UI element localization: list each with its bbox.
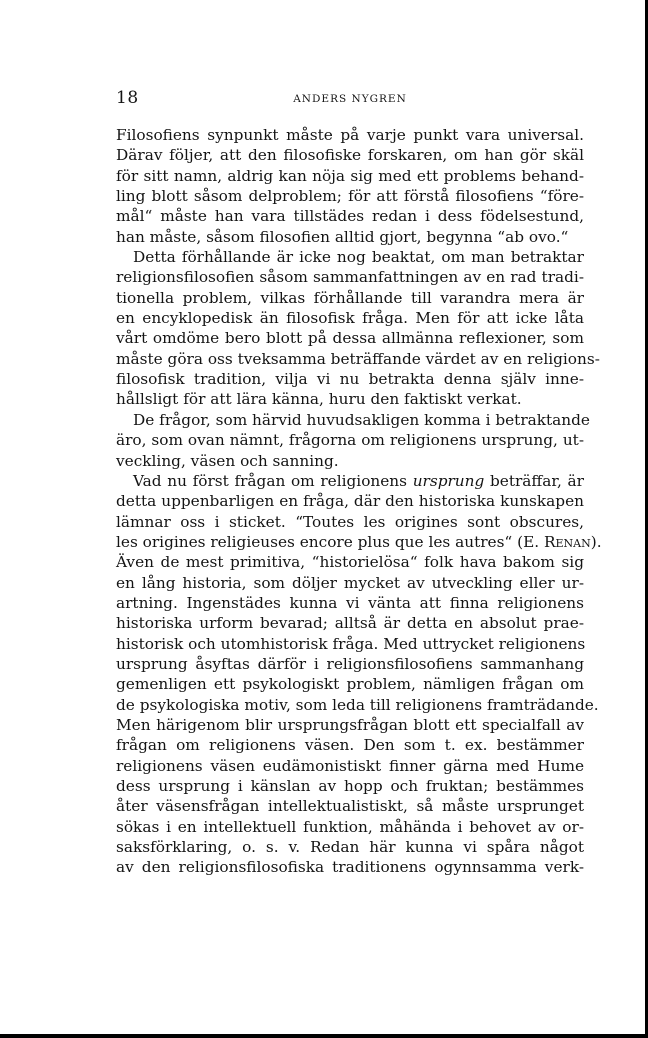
running-head: ANDERS NYGREN <box>293 93 407 105</box>
text-line: han måste, såsom filosofien alltid gjort, begynna “ab ovo.“ <box>116 227 569 246</box>
text-line: Men härigenom blir ursprungsfrågan blott ett specialfall av <box>116 715 584 734</box>
page-edge-bottom <box>0 1034 648 1038</box>
text-line: les origines religieuses encore plus que les autres“ (E. Renan). <box>116 532 602 551</box>
text-line: detta uppenbarligen en fråga, där den historiska kunskapen <box>116 492 584 511</box>
text-line: sökas i en intellektuell funktion, måhända i behovet av or- <box>116 817 584 836</box>
text-line: filosofisk tradition, vilja vi nu betrakta denna själv inne- <box>116 370 584 389</box>
text-line: mål“ måste han vara tillstädes redan i dess födelsestund, <box>116 207 584 226</box>
text-line: hållsligt för att lära känna, huru den faktiskt verkat. <box>116 390 522 409</box>
text-line: en lång historia, som döljer mycket av utveckling eller ur- <box>116 573 584 592</box>
text-line: Vad nu först frågan om religionens ursprung beträffar, är <box>133 471 584 490</box>
body-text <box>116 125 602 878</box>
text-line: ling blott såsom delproblem; för att förstå filosofiens “före- <box>116 187 584 206</box>
text-line: Även de mest primitiva, “historielösa“ folk hava bakom sig <box>116 553 584 572</box>
text-line: äro, som ovan nämnt, frågorna om religionens ursprung, ut- <box>116 431 584 450</box>
text-line: måste göra oss tveksamma beträffande värdet av en religions- <box>116 349 600 368</box>
text-line: lämnar oss i sticket. “Toutes les origines sont obscures, <box>116 512 584 531</box>
text-line: historisk och utomhistorisk fråga. Med uttrycket religionens <box>116 634 586 653</box>
text-line: åter väsensfrågan intellektualistiskt, så måste ursprunget <box>116 797 584 816</box>
text-line: religionsfilosofien såsom sammanfattningen av en rad tradi- <box>116 268 584 287</box>
text-line: av den religionsfilosofiska traditionens ogynnsamma verk- <box>116 858 584 877</box>
text-line: historiska urform bevarad; alltså är detta en absolut prae- <box>116 614 584 633</box>
text-line: frågan om religionens väsen. Den som t. ex. bestämmer <box>116 736 584 755</box>
text-line: Detta förhållande är icke nog beaktat, om man betraktar <box>133 248 584 267</box>
text-line: tionella problem, vilkas förhållande till varandra mera är <box>116 288 584 307</box>
italic-word: ursprung <box>412 471 485 490</box>
page-number: 18 <box>116 88 139 108</box>
text-line: Därav följer, att den filosofiske forskaren, om han gör skäl <box>116 146 584 165</box>
text-line: gemenligen ett psykologiskt problem, nämligen frågan om <box>116 675 584 694</box>
text-line: ursprung åsyftas därför i religionsfilosofiens sammanhang <box>116 654 584 673</box>
text-line: veckling, väsen och sanning. <box>116 451 339 470</box>
text-line: vårt omdöme bero blott på dessa allmänna reflexioner, som <box>116 329 584 348</box>
text-line: saksförklaring, o. s. v. Redan här kunna vi spåra något <box>116 838 584 857</box>
text-line: De frågor, som härvid huvudsakligen komma i betraktande <box>133 410 590 429</box>
text-line: en encyklopedisk än filosofisk fråga. Men för att icke låta <box>116 309 584 328</box>
text-line: dess ursprung i känslan av hopp och fruktan; bestämmes <box>116 777 584 795</box>
text-line: de psykologiska motiv, som leda till religionens framträdande. <box>116 695 599 714</box>
text-line: artning. Ingenstädes kunna vi vänta att finna religionens <box>116 593 584 612</box>
page-header <box>116 88 584 110</box>
text-line: för sitt namn, aldrig kan nöja sig med ett problems behand- <box>116 166 584 185</box>
text-line: religionens väsen eudämonistiskt finner gärna med Hume <box>116 756 584 775</box>
text-line: Filosofiens synpunkt måste på varje punkt vara universal. <box>116 126 584 144</box>
author-name: Renan <box>543 532 591 551</box>
